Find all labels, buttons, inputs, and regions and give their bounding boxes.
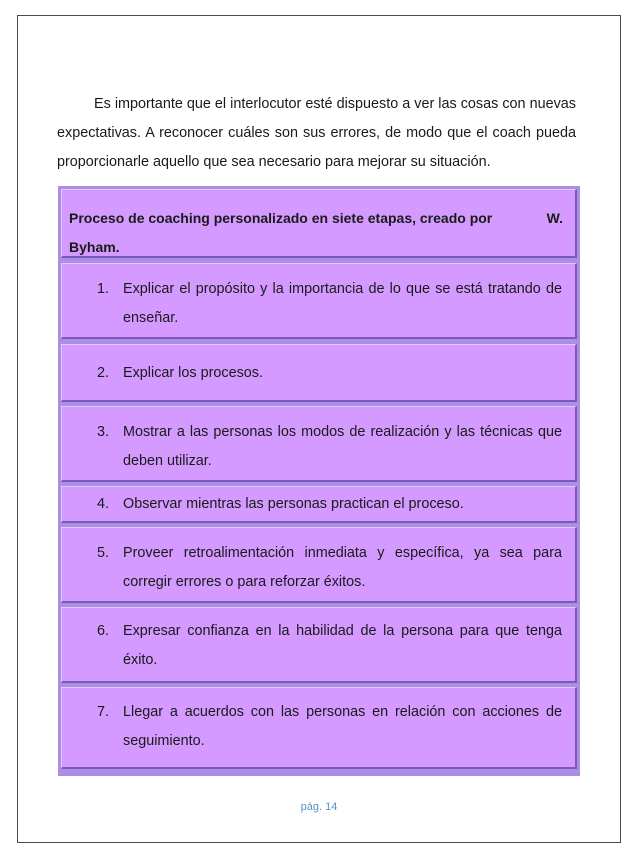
page-number: pág. 14 <box>300 801 338 813</box>
list-item <box>61 687 577 769</box>
box-title-panel <box>61 189 577 258</box>
item-number: 7. <box>97 704 110 720</box>
item-text: Proveer retroalimentación inmediata y específica, ya sea para corregir errores o para reforzar éxitos. <box>123 545 562 590</box>
item-number: 3. <box>97 424 110 440</box>
intro-paragraph: Es importante que el interlocutor esté dispuesto a ver las cosas con nuevas expectativas. A reconocer cuáles son sus errores, de modo que el coach pueda proporcionarle aquello que sea necesario para mejorar su situación. <box>57 96 576 170</box>
item-number: 4. <box>97 496 110 512</box>
item-number: 6. <box>97 623 110 639</box>
list-item <box>61 263 577 339</box>
coaching-process-box <box>58 186 580 776</box>
item-text: Expresar confianza en la habilidad de la persona para que tenga éxito. <box>123 623 562 668</box>
list-item <box>61 344 577 402</box>
item-number: 2. <box>97 365 110 381</box>
box-title-author-initial: W. <box>546 210 563 226</box>
box-title <box>69 204 563 262</box>
list-item <box>61 406 577 482</box>
list-item <box>61 527 577 603</box>
item-text: Observar mientras las personas practican el proceso. <box>123 496 464 512</box>
box-title-line1: Proceso de coaching personalizado en siete etapas, creado por <box>69 210 493 226</box>
item-text: Explicar el propósito y la importancia de lo que se está tratando de enseñar. <box>123 281 562 326</box>
list-item <box>61 607 577 683</box>
list-item <box>61 486 577 523</box>
item-text: Explicar los procesos. <box>123 365 263 381</box>
item-text: Mostrar a las personas los modos de realización y las técnicas que deben utilizar. <box>123 424 562 469</box>
item-number: 1. <box>97 281 110 297</box>
item-text: Llegar a acuerdos con las personas en relación con acciones de seguimiento. <box>123 704 562 749</box>
box-title-line2: Byham. <box>69 239 120 255</box>
item-number: 5. <box>97 545 110 561</box>
intro-text <box>57 90 576 177</box>
